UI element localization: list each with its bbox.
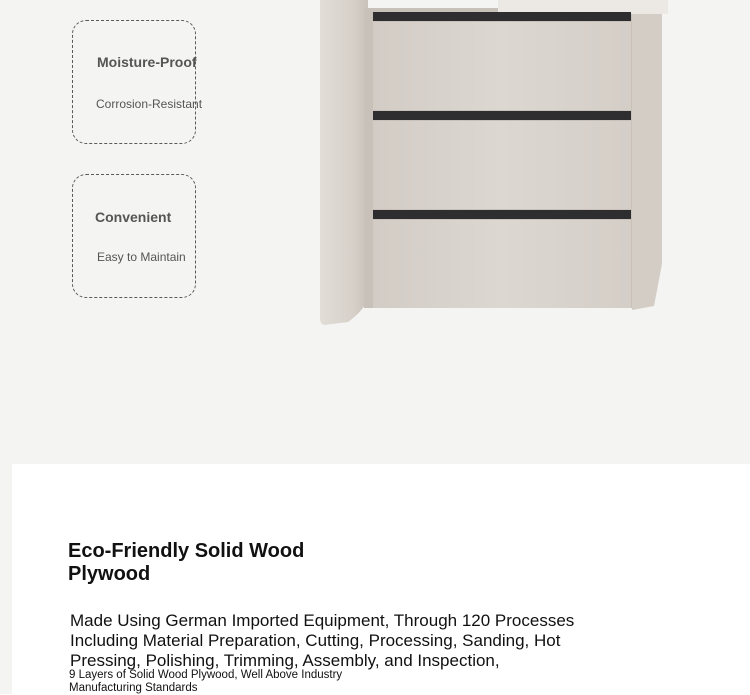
feature-subtitle: Corrosion-Resistant bbox=[96, 97, 203, 111]
desk-top-surface bbox=[498, 0, 668, 14]
section-body: Made Using German Imported Equipment, Through 120 Processes Including Material Preparation, Cutting, Processing, Sanding, Hot Pressing, Polishing, Trimming, Assembly, and Inspection, bbox=[70, 611, 575, 670]
cabinet-right-panel bbox=[632, 0, 662, 310]
drawer-front-2 bbox=[373, 121, 631, 209]
cabinet-side-panel bbox=[320, 0, 368, 325]
drawer-front-3 bbox=[373, 220, 631, 308]
feature-card-convenient bbox=[72, 174, 196, 298]
feature-title: Moisture-Proof bbox=[97, 54, 197, 70]
section-note: 9 Layers of Solid Wood Plywood, Well Above Industry Manufacturing Standards bbox=[69, 669, 343, 694]
feature-title: Convenient bbox=[95, 209, 172, 225]
drawer-handle-2 bbox=[373, 111, 631, 120]
feature-subtitle: Easy to Maintain bbox=[97, 250, 186, 264]
feature-card-moisture-proof bbox=[72, 20, 203, 144]
section-title: Eco-Friendly Solid Wood Plywood bbox=[68, 540, 305, 585]
drawer-handle-3 bbox=[373, 210, 631, 219]
drawer-handle-1 bbox=[373, 12, 631, 21]
drawer-front-1 bbox=[373, 22, 631, 110]
left-edge-strip bbox=[0, 464, 12, 694]
drawer-cabinet-image bbox=[318, 0, 668, 330]
